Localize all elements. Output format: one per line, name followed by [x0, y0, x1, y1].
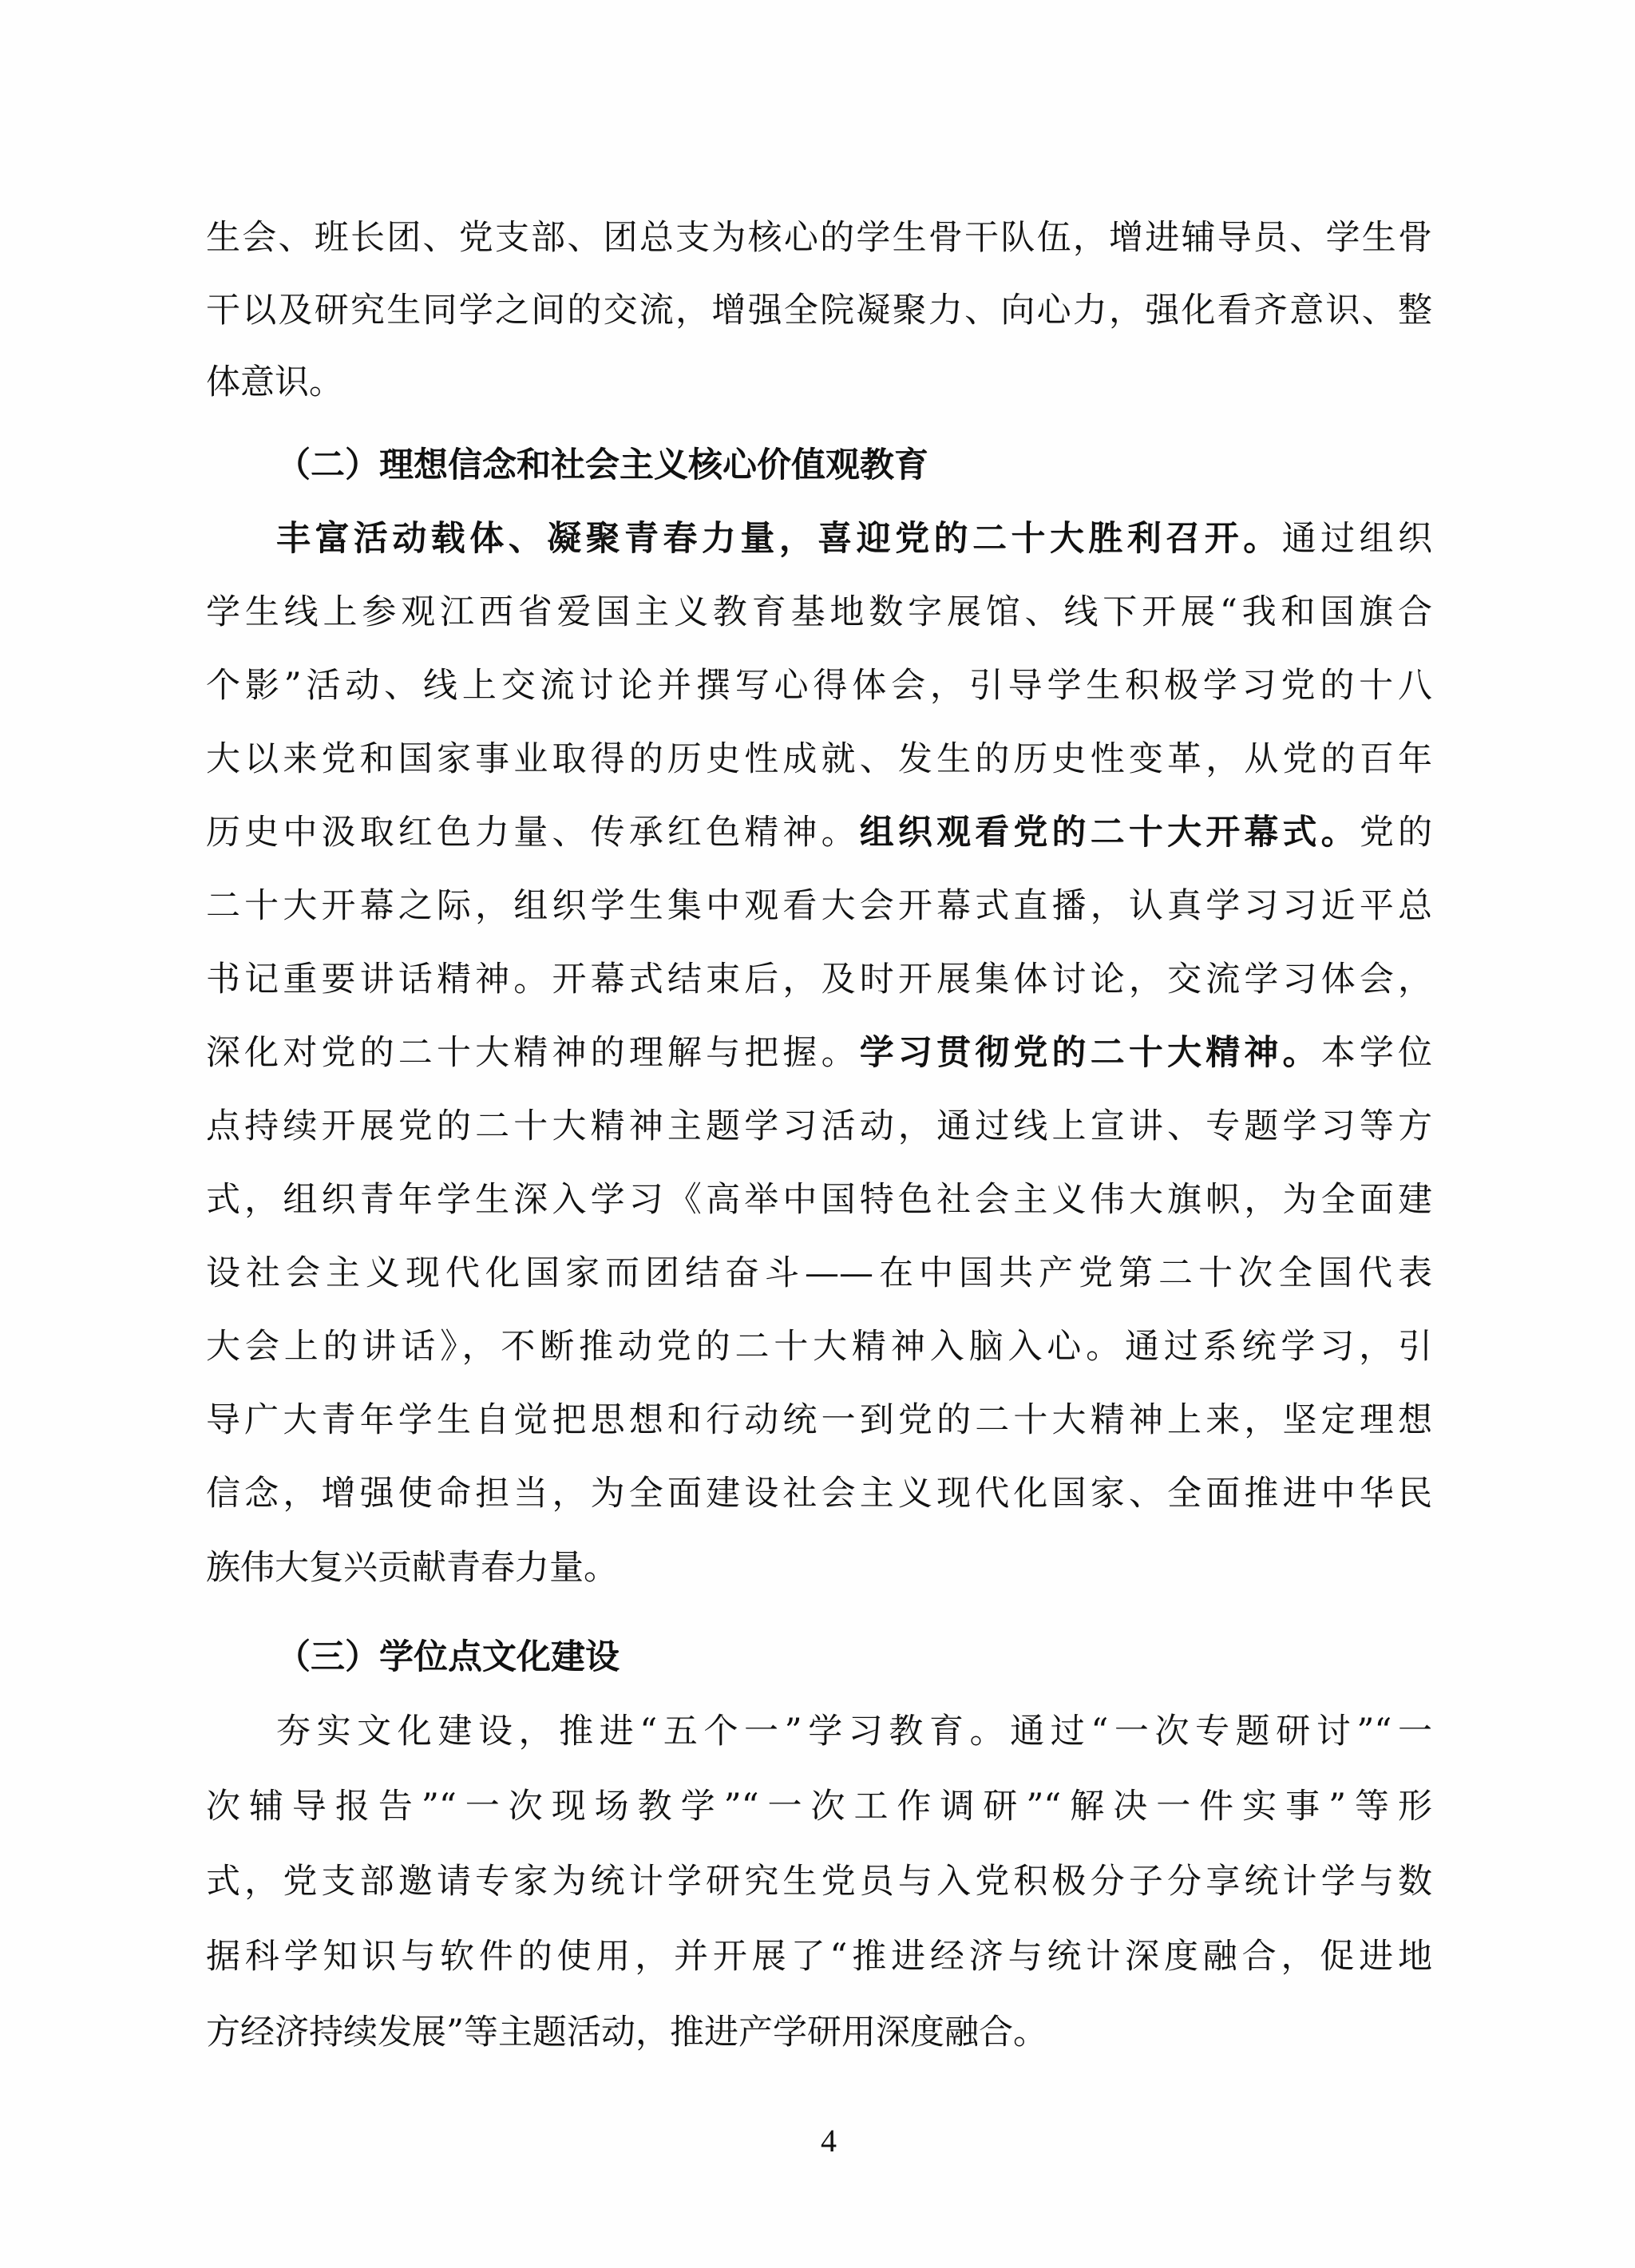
text-line: 个影”活动、线上交流讨论并撰写心得体会，引导学生积极学习党的十八 [206, 666, 1432, 706]
text-line: 书记重要讲话精神。开幕式结束后，及时开展集体讨论，交流学习体会， [206, 960, 1432, 999]
text-line: 大以来党和国家事业取得的历史性成就、发生的历史性变革，从党的百年 [206, 739, 1432, 779]
page-number: 4 [821, 2123, 837, 2159]
text-line: 干以及研究生同学之间的交流，增强全院凝聚力、向心力，强化看齐意识、整 [206, 291, 1432, 331]
text-run: 通过组织 [1281, 519, 1433, 559]
text-line: 生会、班长团、党支部、团总支为核心的学生骨干队伍，增进辅导员、学生骨 [206, 218, 1432, 258]
text-run: 党的 [1359, 813, 1433, 853]
text-line: 二十大开幕之际，组织学生集中观看大会开幕式直播，认真学习习近平总 [206, 886, 1432, 926]
text-line: 设社会主义现代化国家而团结奋斗——在中国共产党第二十次全国代表 [206, 1253, 1432, 1293]
section-heading-ideals-education: （二）理想信念和社会主义核心价值观教育 [276, 445, 928, 485]
text-run: 历史中汲取红色力量、传承红色精神。 [206, 813, 860, 853]
text-line: 夯实文化建设，推进“五个一”学习教育。通过“一次专题研讨”“一 [276, 1712, 1432, 1751]
text-line: 大会上的讲话》，不断推动党的二十大精神入脑入心。通过系统学习，引 [206, 1327, 1432, 1367]
bold-lead-sentence: 组织观看党的二十大开幕式。 [859, 813, 1360, 853]
text-line: 族伟大复兴贡献青春力量。 [206, 1548, 618, 1588]
bold-lead-sentence: 学习贯彻党的二十大精神。 [859, 1033, 1321, 1073]
text-line: 式，组织青年学生深入学习《高举中国特色社会主义伟大旗帜，为全面建 [206, 1180, 1432, 1220]
text-line: 据科学知识与软件的使用，并开展了“推进经济与统计深度融合，促进地 [206, 1937, 1432, 1977]
text-line: 学生线上参观江西省爱国主义教育基地数字展馆、线下开展“我和国旗合 [206, 592, 1432, 632]
text-line [206, 809, 1432, 857]
text-run: 本学位 [1320, 1033, 1433, 1073]
text-line: 次辅导报告”“一次现场教学”“一次工作调研”“解决一件实事”等形 [206, 1787, 1432, 1827]
section-heading-culture-building: （三）学位点文化建设 [276, 1637, 620, 1677]
text-line: 点持续开展党的二十大精神主题学习活动，通过线上宣讲、专题学习等方 [206, 1106, 1432, 1146]
text-line [206, 1029, 1432, 1077]
text-line: 体意识。 [206, 362, 343, 402]
text-line: 方经济持续发展”等主题活动，推进产学研用深度融合。 [206, 2013, 1047, 2052]
text-line: 信念，增强使命担当，为全面建设社会主义现代化国家、全面推进中华民 [206, 1474, 1432, 1514]
text-run: 深化对党的二十大精神的理解与把握。 [206, 1033, 860, 1073]
text-line: 导广大青年学生自觉把思想和行动统一到党的二十大精神上来，坚定理想 [206, 1400, 1432, 1440]
text-line: 式，党支部邀请专家为统计学研究生党员与入党积极分子分享统计学与数 [206, 1862, 1432, 1902]
bold-lead-sentence: 丰富活动载体、凝聚青春力量，喜迎党的二十大胜利召开。 [276, 519, 1282, 559]
text-line [276, 515, 1432, 563]
